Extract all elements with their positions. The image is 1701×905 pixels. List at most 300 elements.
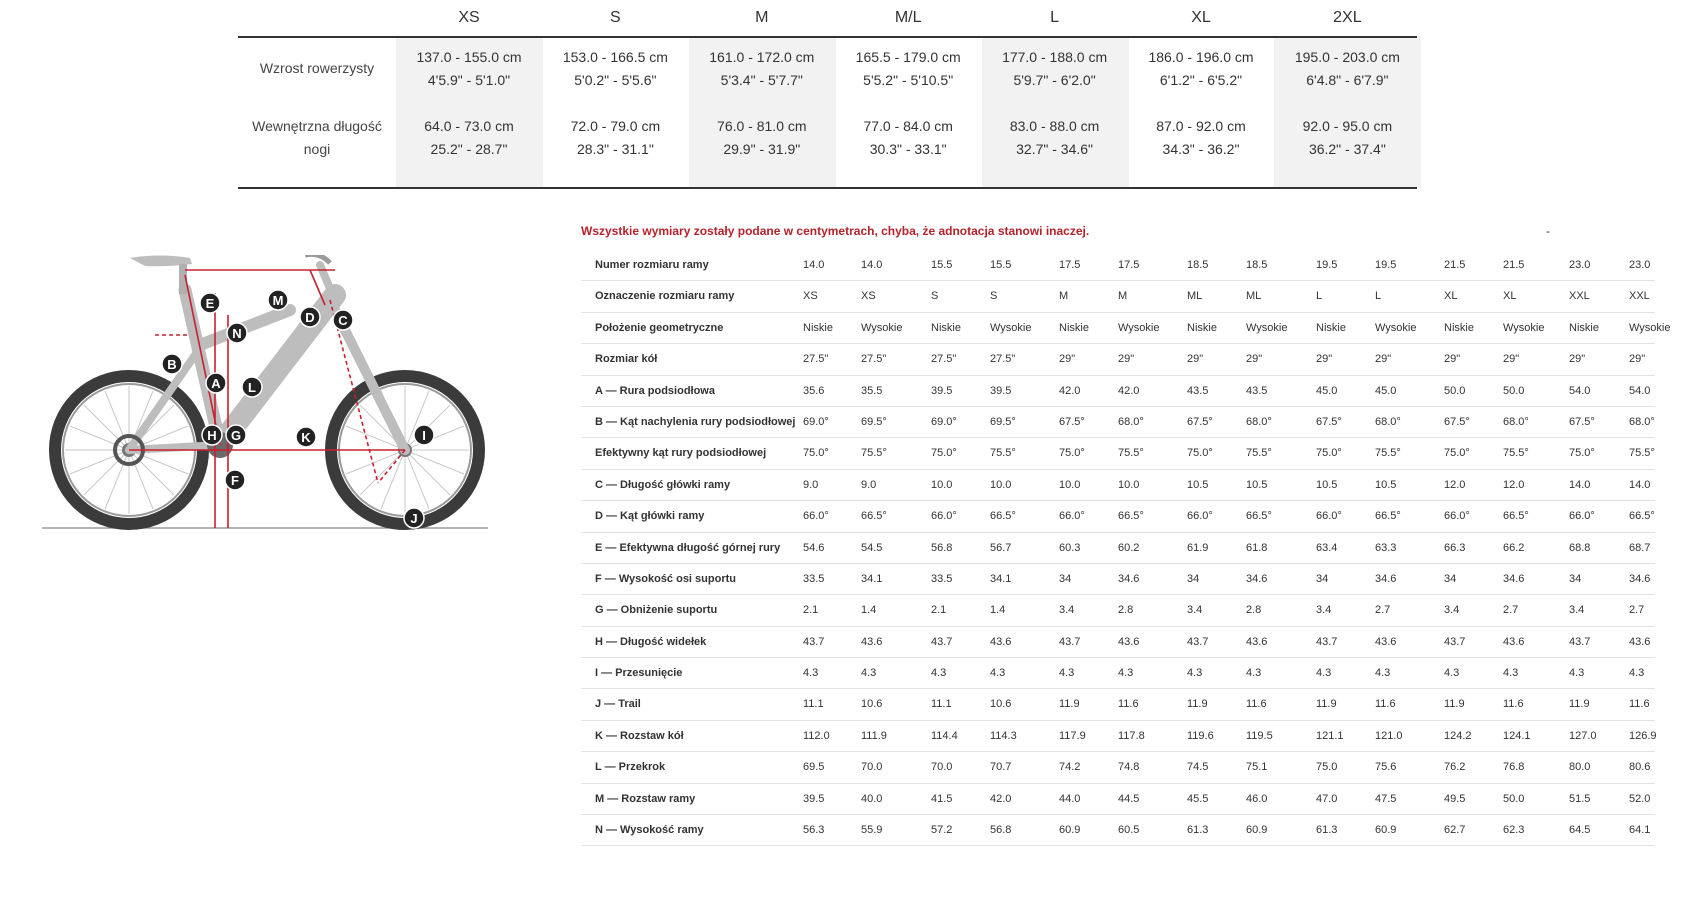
geometry-cell: 68.0°	[1375, 415, 1401, 428]
geometry-cell: 50.0	[1444, 384, 1466, 397]
geometry-cell: 66.0°	[1569, 510, 1595, 523]
geometry-cell: 44.0	[1059, 792, 1081, 805]
geometry-cell: 66.0°	[1444, 510, 1470, 523]
geometry-cell: 39.5	[803, 792, 825, 805]
size-cell: 92.0 - 95.0 cm	[1302, 118, 1393, 134]
geometry-row	[581, 313, 1671, 344]
geometry-row	[581, 784, 1655, 815]
geometry-cell: 42.0	[990, 792, 1012, 805]
marker-letter: N	[232, 326, 242, 341]
geometry-cell: 43.7	[1187, 635, 1209, 648]
geometry-cell: 4.3	[1246, 667, 1262, 680]
geometry-table	[581, 250, 1671, 846]
geometry-cell: 43.7	[803, 635, 825, 648]
geometry-cell: 114.3	[990, 729, 1017, 742]
geometry-cell: 34	[1569, 572, 1582, 585]
geometry-cell: 29"	[1187, 353, 1204, 366]
marker-letter: B	[167, 357, 177, 372]
geometry-cell: Wysokie	[1629, 321, 1671, 334]
geometry-cell: 47.5	[1375, 792, 1397, 805]
geometry-cell: Niskie	[803, 321, 833, 334]
geometry-cell: 68.0°	[1118, 415, 1144, 428]
geometry-cell: 45.5	[1187, 792, 1209, 805]
geometry-cell: 52.0	[1629, 792, 1651, 805]
marker-j	[404, 508, 424, 528]
geometry-cell: 34.1	[990, 572, 1012, 585]
geometry-cell: 11.9	[1444, 698, 1465, 711]
size-cell: 87.0 - 92.0 cm	[1156, 118, 1246, 134]
geometry-cell: 54.6	[803, 541, 825, 554]
geometry-cell: Niskie	[931, 321, 961, 334]
geometry-cell: 68.0°	[1246, 415, 1272, 428]
geometry-cell: 121.1	[1316, 729, 1344, 742]
geometry-units-note: Wszystkie wymiary zostały podane w centymetrach, chyba, że adnotacja stanowi inaczej.	[581, 224, 1090, 238]
geometry-cell: 21.5	[1503, 259, 1525, 271]
geometry-cell: 1.4	[861, 604, 877, 617]
geometry-cell: 43.6	[1503, 635, 1525, 648]
geometry-cell: 75.5°	[1375, 447, 1401, 460]
geometry-cell: 10.0	[1118, 478, 1140, 491]
geometry-cell: XS	[803, 290, 818, 303]
geometry-cell: 51.5	[1569, 792, 1591, 805]
size-cell: 32.7" - 34.6"	[1016, 141, 1094, 157]
geometry-row-label: G — Obniżenie suportu	[595, 604, 718, 617]
geometry-cell: Wysokie	[861, 321, 903, 334]
geometry-cell: 45.0	[1316, 384, 1338, 397]
geometry-cell: 10.5	[1375, 478, 1397, 491]
size-chart-header	[238, 0, 1417, 38]
geometry-cell: 35.6	[803, 384, 825, 397]
geometry-cell: 119.6	[1187, 729, 1214, 742]
geometry-cell: Wysokie	[990, 321, 1032, 334]
geometry-cell: 70.7	[990, 761, 1012, 774]
geometry-cell: 60.5	[1118, 824, 1140, 837]
geometry-cell: 69.0°	[803, 415, 829, 428]
size-cell: 25.2" - 28.7"	[430, 141, 508, 157]
geometry-cell: 2.8	[1118, 604, 1134, 617]
geometry-cell: 27.5"	[861, 353, 887, 366]
geometry-row-label: Oznaczenie rozmiaru ramy	[595, 290, 735, 303]
size-cell: 76.0 - 81.0 cm	[717, 118, 807, 134]
geometry-cell: 14.0	[861, 259, 883, 271]
geometry-cell: 10.5	[1316, 478, 1338, 491]
geometry-row	[581, 595, 1655, 626]
geometry-cell: 11.9	[1059, 698, 1080, 711]
geometry-cell: Niskie	[1569, 321, 1599, 334]
size-cell: 153.0 - 166.5 cm	[562, 49, 668, 65]
size-header-s: S	[610, 9, 621, 26]
geometry-cell: 11.6	[1246, 698, 1267, 711]
geometry-cell: 60.9	[1059, 824, 1081, 837]
geometry-cell: 23.0	[1569, 259, 1591, 271]
geometry-cell: 50.0	[1503, 792, 1525, 805]
geometry-cell: 19.5	[1375, 259, 1397, 271]
geometry-cell: 50.0	[1503, 384, 1525, 397]
marker-n	[227, 323, 247, 343]
geometry-cell: 9.0	[861, 478, 877, 491]
geometry-cell: 4.3	[990, 667, 1006, 680]
geometry-cell: 74.8	[1118, 761, 1140, 774]
size-cell: 6'1.2" - 6'5.2"	[1159, 72, 1243, 88]
geometry-cell: 75.0°	[1569, 447, 1595, 460]
geometry-cell: 61.3	[1316, 824, 1338, 837]
marker-letter: L	[248, 380, 256, 395]
geometry-cell: 60.9	[1375, 824, 1397, 837]
geometry-cell: Niskie	[1059, 321, 1089, 334]
geometry-cell: 34.6	[1246, 572, 1268, 585]
geometry-cell: 33.5	[803, 572, 825, 585]
geometry-cell: 2.1	[931, 604, 947, 617]
geometry-cell: 75.5°	[1246, 447, 1272, 460]
geometry-cell: 66.5°	[1629, 510, 1655, 523]
geometry-row-label: Rozmiar kół	[595, 353, 658, 366]
geometry-cell: 66.0°	[803, 510, 829, 523]
size-cell: 165.5 - 179.0 cm	[855, 49, 961, 65]
geometry-cell: 60.2	[1118, 541, 1140, 554]
geometry-cell: 67.5°	[1569, 415, 1595, 428]
geometry-row	[581, 689, 1655, 720]
size-cell: 5'3.4" - 5'7.7"	[720, 72, 803, 88]
geometry-cell: 66.2	[1503, 541, 1525, 554]
marker-letter: I	[422, 428, 426, 443]
geometry-row-label: Numer rozmiaru ramy	[595, 259, 709, 271]
geometry-row-label: M — Rozstaw ramy	[595, 792, 696, 805]
geometry-cell: 75.5°	[990, 447, 1016, 460]
size-header-xs: XS	[458, 9, 480, 26]
geometry-cell: 11.9	[1316, 698, 1337, 711]
geometry-cell: 2.1	[803, 604, 819, 617]
geometry-cell: 4.3	[1118, 667, 1134, 680]
geometry-cell: 21.5	[1444, 259, 1466, 271]
marker-b	[162, 354, 182, 374]
geometry-cell: 75.0	[1316, 761, 1338, 774]
geometry-cell: 34.1	[861, 572, 883, 585]
geometry-row-label: I — Przesunięcie	[595, 667, 683, 680]
geometry-cell: 29"	[1316, 353, 1333, 366]
geometry-cell: 23.0	[1629, 259, 1651, 271]
geometry-cell: 66.5°	[1246, 510, 1272, 523]
geometry-cell: 15.5	[990, 259, 1012, 271]
geometry-cell: 39.5	[990, 384, 1012, 397]
geometry-cell: 76.8	[1503, 761, 1525, 774]
geometry-cell: 121.0	[1375, 729, 1403, 742]
marker-letter: D	[305, 310, 315, 325]
geometry-cell: 3.4	[1569, 604, 1585, 617]
geometry-cell: 55.9	[861, 824, 883, 837]
size-cell: 83.0 - 88.0 cm	[1009, 118, 1100, 134]
geometry-cell: Wysokie	[1503, 321, 1545, 334]
geometry-cell: 74.5	[1187, 761, 1209, 774]
geometry-cell: 10.0	[931, 478, 953, 491]
geometry-row	[581, 564, 1655, 595]
geometry-cell: 66.0°	[1187, 510, 1213, 523]
size-chart	[238, 0, 1417, 190]
geometry-cell: 62.7	[1444, 824, 1466, 837]
geometry-cell: 43.6	[1629, 635, 1651, 648]
geometry-cell: 10.0	[1059, 478, 1081, 491]
geometry-cell: 75.0°	[1187, 447, 1213, 460]
geometry-cell: 67.5°	[1187, 415, 1213, 428]
geometry-cell: 11.9	[1569, 698, 1590, 711]
geometry-row-label: N — Wysokość ramy	[595, 824, 704, 837]
geometry-cell: 43.6	[1246, 635, 1268, 648]
size-chart-bottom-rule	[238, 187, 1417, 189]
geometry-row	[581, 250, 1655, 281]
geometry-cell: 11.6	[1118, 698, 1139, 711]
geometry-cell: 111.9	[861, 729, 887, 742]
geometry-cell: 66.0°	[1059, 510, 1085, 523]
marker-g	[226, 425, 246, 445]
geometry-cell: 29"	[1375, 353, 1392, 366]
geometry-cell: M	[1059, 290, 1069, 303]
geometry-cell: 75.0°	[931, 447, 957, 460]
geometry-cell: 66.5°	[1118, 510, 1144, 523]
size-header-l: L	[1050, 9, 1060, 26]
marker-h	[202, 425, 222, 445]
geometry-cell: 67.5°	[1444, 415, 1470, 428]
geometry-cell: 4.3	[1444, 667, 1460, 680]
geometry-cell: XL	[1503, 290, 1517, 303]
geometry-cell: 69.5°	[861, 415, 887, 428]
geometry-cell: 60.3	[1059, 541, 1081, 554]
marker-letter: G	[230, 428, 242, 443]
geometry-cell: 49.5	[1444, 792, 1466, 805]
geometry-row	[581, 752, 1655, 783]
geometry-cell: 3.4	[1316, 604, 1332, 617]
geometry-cell: 43.6	[861, 635, 883, 648]
geometry-cell: 34	[1187, 572, 1200, 585]
geometry-cell: 75.0°	[1316, 447, 1342, 460]
geometry-cell: 43.7	[1569, 635, 1591, 648]
geometry-cell: 41.5	[931, 792, 953, 805]
size-cell: 34.3" - 36.2"	[1162, 141, 1240, 157]
size-header-m: M	[755, 9, 769, 26]
geometry-cell: 54.0	[1629, 384, 1651, 397]
geometry-row	[581, 407, 1655, 438]
geometry-cell: 1.4	[990, 604, 1006, 617]
geometry-cell: 11.6	[1503, 698, 1524, 711]
geometry-cell: S	[931, 290, 939, 303]
geometry-cell: 35.5	[861, 384, 883, 397]
marker-letter: K	[301, 430, 311, 445]
geometry-cell: 2.8	[1246, 604, 1262, 617]
geometry-cell: 43.6	[990, 635, 1012, 648]
size-cell: 5'9.7" - 6'2.0"	[1013, 72, 1096, 88]
geometry-cell: 43.5	[1246, 384, 1268, 397]
geometry-row-label: A — Rura podsiodłowa	[595, 384, 715, 397]
geometry-cell: 43.7	[931, 635, 953, 648]
geometry-row-label: J — Trail	[595, 698, 641, 711]
geometry-row-label: Efektywny kąt rury podsiodłowej	[595, 447, 767, 460]
geometry-cell: 27.5"	[803, 353, 829, 366]
geometry-cell: 117.8	[1118, 729, 1145, 742]
geometry-cell: XXL	[1629, 290, 1650, 303]
marker-i	[414, 425, 434, 445]
geometry-cell: 4.3	[861, 667, 877, 680]
geometry-cell: 29"	[1059, 353, 1076, 366]
geometry-cell: 124.1	[1503, 729, 1531, 742]
geometry-cell: 39.5	[931, 384, 953, 397]
geometry-cell: 62.3	[1503, 824, 1525, 837]
geometry-cell: 10.0	[990, 478, 1012, 491]
geometry-cell: 69.5	[803, 761, 825, 774]
geometry-note-mark: -	[1546, 224, 1550, 238]
geometry-cell: 63.3	[1375, 541, 1397, 554]
geometry-row	[581, 721, 1655, 752]
size-row-label: Wewnętrzna długość nogi	[252, 118, 382, 157]
geometry-cell: 63.4	[1316, 541, 1338, 554]
geometry-cell: 18.5	[1246, 259, 1268, 271]
geometry-row-label: H — Długość widełek	[595, 635, 707, 648]
geometry-cell: 61.8	[1246, 541, 1268, 554]
geometry-cell: 33.5	[931, 572, 953, 585]
geometry-cell: 127.0	[1569, 729, 1597, 742]
geometry-cell: 4.3	[1059, 667, 1075, 680]
geometry-cell: 11.6	[1375, 698, 1396, 711]
geometry-cell: 75.6	[1375, 761, 1397, 774]
geometry-cell: Niskie	[1316, 321, 1346, 334]
geometry-cell: 34.6	[1503, 572, 1525, 585]
geometry-cell: 14.0	[1569, 478, 1591, 491]
marker-letter: H	[207, 428, 217, 443]
geometry-cell: Wysokie	[1375, 321, 1417, 334]
geometry-cell: Wysokie	[1118, 321, 1160, 334]
marker-d	[300, 307, 320, 327]
marker-letter: M	[272, 293, 284, 308]
geometry-cell: 61.3	[1187, 824, 1209, 837]
size-cell: 4'5.9" - 5'1.0"	[427, 72, 511, 88]
marker-e	[200, 293, 220, 313]
geometry-cell: 3.4	[1059, 604, 1075, 617]
geometry-cell: 67.5°	[1059, 415, 1085, 428]
geometry-cell: 56.8	[931, 541, 953, 554]
geometry-cell: 57.2	[931, 824, 953, 837]
geometry-cell: 64.5	[1569, 824, 1591, 837]
geometry-row	[581, 501, 1655, 532]
geometry-cell: Niskie	[1187, 321, 1217, 334]
marker-letter: C	[338, 313, 348, 328]
geometry-cell: 29"	[1569, 353, 1586, 366]
geometry-cell: 74.2	[1059, 761, 1081, 774]
geometry-cell: 66.5°	[990, 510, 1016, 523]
geometry-cell: 112.0	[803, 729, 830, 742]
geometry-cell: 56.7	[990, 541, 1012, 554]
geometry-cell: 12.0	[1503, 478, 1525, 491]
geometry-cell: 68.0°	[1629, 415, 1655, 428]
geometry-cell: 64.1	[1629, 824, 1651, 837]
geometry-cell: ML	[1187, 290, 1203, 303]
geometry-cell: 80.0	[1569, 761, 1591, 774]
geometry-cell: 2.7	[1503, 604, 1519, 617]
size-cell: 29.9" - 31.9"	[723, 141, 801, 157]
geometry-cell: 66.3	[1444, 541, 1466, 554]
geometry-row	[581, 815, 1655, 846]
geometry-cell: 44.5	[1118, 792, 1140, 805]
geometry-cell: 66.0°	[931, 510, 957, 523]
geometry-cell: 34	[1444, 572, 1457, 585]
geometry-cell: 80.6	[1629, 761, 1651, 774]
geometry-cell: M	[1118, 290, 1128, 303]
geometry-cell: Niskie	[1444, 321, 1474, 334]
geometry-cell: XS	[861, 290, 876, 303]
marker-l	[242, 377, 262, 397]
geometry-cell: 56.8	[990, 824, 1012, 837]
handlebar	[305, 255, 330, 263]
geometry-cell: 56.3	[803, 824, 825, 837]
marker-letter: J	[410, 511, 418, 526]
geometry-cell: 75.5°	[1503, 447, 1529, 460]
geometry-cell: 67.5°	[1316, 415, 1342, 428]
geometry-cell: 69.5°	[990, 415, 1016, 428]
geometry-cell: 66.0°	[1316, 510, 1342, 523]
geometry-cell: 4.3	[1503, 667, 1519, 680]
geometry-row	[581, 281, 1655, 312]
marker-letter: A	[211, 376, 221, 391]
geometry-cell: 75.0°	[1444, 447, 1470, 460]
size-cell: 161.0 - 172.0 cm	[709, 49, 815, 65]
geometry-cell: 29"	[1503, 353, 1520, 366]
geometry-cell: 4.3	[931, 667, 947, 680]
geometry-cell: 4.3	[1569, 667, 1585, 680]
marker-m	[268, 290, 288, 310]
geometry-cell: 11.1	[803, 698, 824, 711]
geometry-cell: ML	[1246, 290, 1262, 303]
geometry-cell: 14.0	[803, 259, 825, 271]
geometry-cell: 66.5°	[1375, 510, 1401, 523]
size-cell: 30.3" - 33.1"	[869, 141, 947, 157]
geometry-cell: 119.5	[1246, 729, 1273, 742]
geometry-row-label: Położenie geometryczne	[595, 321, 724, 334]
geometry-cell: 69.0°	[931, 415, 957, 428]
geometry-cell: 11.9	[1187, 698, 1208, 711]
marker-c	[333, 310, 353, 330]
size-cell: 6'4.8" - 6'7.9"	[1306, 72, 1389, 88]
marker-letter: E	[205, 296, 215, 311]
geometry-cell: 12.0	[1444, 478, 1466, 491]
geometry-cell: 54.0	[1569, 384, 1591, 397]
size-cell: 36.2" - 37.4"	[1308, 141, 1386, 157]
geometry-cell: 19.5	[1316, 259, 1338, 271]
geometry-cell: 45.0	[1375, 384, 1397, 397]
geometry-cell: 10.5	[1246, 478, 1268, 491]
geometry-row-label: F — Wysokość osi suportu	[595, 572, 736, 585]
geometry-cell: 40.0	[861, 792, 883, 805]
geometry-cell: 117.9	[1059, 729, 1086, 742]
geometry-cell: 3.4	[1444, 604, 1460, 617]
geometry-cell: 29"	[1246, 353, 1263, 366]
geometry-cell: 27.5"	[990, 353, 1016, 366]
geometry-cell: 29"	[1629, 353, 1646, 366]
geometry-cell: Wysokie	[1246, 321, 1288, 334]
geometry-cell: 10.6	[861, 698, 883, 711]
geometry-cell: 3.4	[1187, 604, 1203, 617]
geometry-cell: 68.0°	[1503, 415, 1529, 428]
geometry-cell: 75.0°	[803, 447, 829, 460]
geometry-cell: 4.3	[1375, 667, 1391, 680]
geometry-cell: 43.7	[1444, 635, 1466, 648]
geometry-cell: L	[1375, 290, 1382, 303]
geometry-cell: 43.6	[1118, 635, 1140, 648]
geometry-cell: 2.7	[1629, 604, 1645, 617]
geometry-cell: 43.6	[1375, 635, 1397, 648]
geometry-cell: 43.5	[1187, 384, 1209, 397]
geometry-cell: S	[990, 290, 998, 303]
geometry-cell: 27.5"	[931, 353, 957, 366]
geometry-cell: 4.3	[1629, 667, 1645, 680]
size-row-label: Wzrost rowerzysty	[259, 60, 375, 76]
size-cell: 64.0 - 73.0 cm	[424, 118, 514, 134]
geometry-cell: 75.0°	[1059, 447, 1085, 460]
